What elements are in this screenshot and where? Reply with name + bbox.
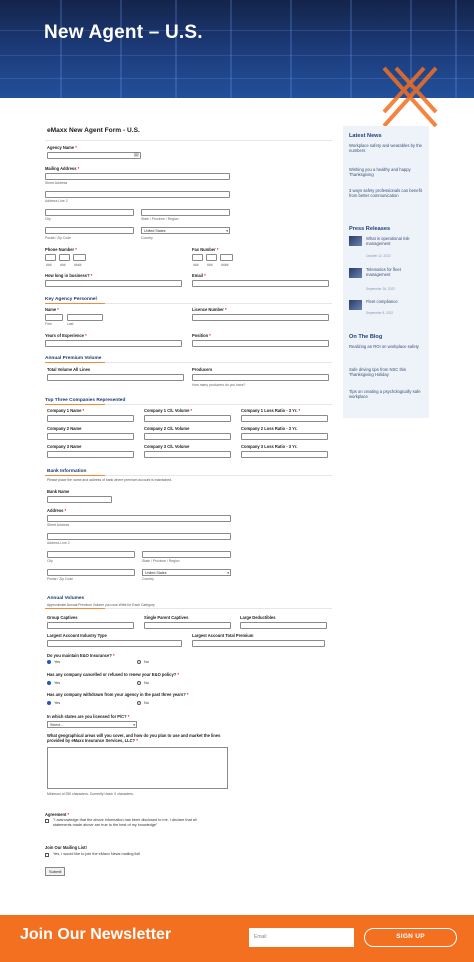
sidebar <box>343 126 429 418</box>
eo-question: Do you maintain E&O Insurance? * <box>47 653 115 658</box>
press-thumbnail[interactable] <box>349 268 362 278</box>
position-input[interactable] <box>192 340 329 347</box>
c1-name-input[interactable] <box>47 415 134 422</box>
c3-name-input[interactable] <box>47 451 134 458</box>
total-lines-input[interactable] <box>47 374 184 381</box>
email-input[interactable] <box>192 280 329 287</box>
agreement-label: Agreement * <box>45 812 70 817</box>
form-title: eMaxx New Agent Form - U.S. <box>47 127 140 134</box>
x-logo-icon <box>378 66 442 128</box>
withdrawn-no-radio[interactable] <box>137 701 141 705</box>
c3-loss-input[interactable] <box>241 451 328 458</box>
state-sublabel: State / Province / Region <box>141 217 179 221</box>
bank-postal-sublabel: Postal / Zip Code <box>47 577 74 581</box>
bank-name-input[interactable] <box>47 496 112 503</box>
largest-account-label: Largest Account Industry Type <box>47 633 107 638</box>
address-line2-input[interactable] <box>45 191 230 198</box>
phone-prefix-sublabel: ### <box>60 263 66 267</box>
c2-vol-label: Company 2 C/L Volume <box>144 426 190 431</box>
producers-input[interactable] <box>192 374 329 381</box>
cancel-yes-label: Yes <box>54 681 61 685</box>
producers-sublabel: How many producers do you have? <box>192 383 246 387</box>
c1-vol-label: Company 1 C/L Volume * <box>144 408 193 413</box>
on-the-blog-heading: On The Blog <box>349 334 383 340</box>
bank-postal-input[interactable] <box>47 569 135 576</box>
news-link[interactable]: Wishing you a healthy and happy Thanksgiving <box>349 167 411 178</box>
total-lines-label: Total Volume All Lines <box>47 367 91 372</box>
press-link[interactable]: What is operational risk management <box>366 236 410 247</box>
bank-city-sublabel: City <box>47 559 53 563</box>
eo-yes-label: Yes <box>54 660 61 664</box>
how-long-label: How long in business? * <box>45 273 93 278</box>
bank-line2-sublabel: Address Line 2 <box>47 541 70 545</box>
withdrawn-question: Has any company withdrawn from your agency in the past three years? * <box>47 692 189 697</box>
eo-no-radio[interactable] <box>137 660 141 664</box>
position-label: Position * <box>192 333 211 338</box>
last-sublabel: Last <box>67 322 74 326</box>
license-label: Licence Number * <box>192 307 227 312</box>
chevron-down-icon: ▾ <box>133 723 135 727</box>
years-exp-label: Years of Experience * <box>45 333 87 338</box>
submit-button[interactable]: Submit <box>45 867 65 876</box>
largest-account-input[interactable] <box>47 640 182 647</box>
press-date: October 12, 2022 <box>366 254 391 258</box>
largest-premium-label: Largest Account Total Premium <box>192 633 254 638</box>
geo-textarea[interactable] <box>47 747 228 789</box>
fax-label: Fax Number * <box>192 247 219 252</box>
c3-name-label: Company 3 Name <box>47 444 82 449</box>
fax-area-input[interactable] <box>192 254 203 261</box>
fax-area-sublabel: ### <box>193 263 199 267</box>
states-select[interactable]: Select... ▾ <box>47 721 137 728</box>
group-captives-label: Group Captives <box>47 615 78 620</box>
press-thumbnail[interactable] <box>349 300 362 310</box>
bank-country-sublabel: Country <box>142 577 154 581</box>
name-label: Name * <box>45 307 59 312</box>
agreement-checkbox[interactable] <box>45 819 49 823</box>
fax-prefix-sublabel: ### <box>207 263 213 267</box>
news-link[interactable]: Workplace safety and wearables by the numbers <box>349 143 423 154</box>
agency-name-label: Agency Name * <box>47 145 77 150</box>
first-sublabel: First <box>45 322 52 326</box>
news-link[interactable]: 3 ways safety professionals can benefit from better communication <box>349 188 422 199</box>
eo-no-label: No <box>144 660 149 664</box>
c1-loss-label: Company 1 Loss Ratio - 3 Yr. * <box>241 408 301 413</box>
mailing-list-checkbox[interactable] <box>45 853 49 857</box>
c1-vol-input[interactable] <box>144 415 231 422</box>
c2-loss-input[interactable] <box>241 433 328 440</box>
newsletter-email-input[interactable]: Email <box>249 928 354 947</box>
bank-state-sublabel: State / Province / Region <box>142 559 180 563</box>
agency-name-input[interactable] <box>47 152 141 159</box>
annual-volumes-heading: Annual Volumes <box>47 596 85 601</box>
bank-info-heading: Bank Information <box>47 469 87 474</box>
press-link[interactable]: Telematics for fleet management <box>366 267 401 278</box>
bank-note: Please place the name and address of bank where premium account is maintained. <box>47 478 173 482</box>
withdrawn-no-label: No <box>144 701 149 705</box>
eo-yes-radio[interactable] <box>47 660 51 664</box>
largest-premium-input[interactable] <box>192 640 325 647</box>
top3-heading: Top Three Companies Represented <box>45 398 126 403</box>
cancel-no-radio[interactable] <box>137 681 141 685</box>
c2-name-label: Company 2 Name <box>47 426 82 431</box>
withdrawn-yes-label: Yes <box>54 701 61 705</box>
blog-link[interactable]: Realizing an ROI on workplace safety <box>349 344 419 349</box>
av-note: Approximate Annual Premium Volume you now Write for Each Category <box>47 603 155 607</box>
mailing-address-label: Mailing Address * <box>45 166 80 171</box>
street-address-input[interactable] <box>45 173 230 180</box>
cancel-no-label: No <box>144 681 149 685</box>
bank-street-sublabel: Street Address <box>47 523 70 527</box>
bank-street-input[interactable] <box>47 515 231 522</box>
last-name-input[interactable] <box>67 314 103 321</box>
years-exp-input[interactable] <box>45 340 182 347</box>
email-label: Email * <box>192 273 206 278</box>
city-input[interactable] <box>45 209 134 216</box>
key-personnel-heading: Key Agency Personnel <box>45 297 97 302</box>
newsletter-title: Join Our Newsletter <box>20 926 172 943</box>
newsletter-footer <box>0 915 474 962</box>
fax-line-sublabel: #### <box>221 263 229 267</box>
street-address-sublabel: Street Address <box>45 181 68 185</box>
bank-city-input[interactable] <box>47 551 135 558</box>
blog-link[interactable]: Safe driving tips from NSC this Thanksgiving Holiday <box>349 367 407 378</box>
country-select[interactable]: United States ▾ <box>141 227 230 234</box>
page-title: New Agent – U.S. <box>44 22 203 43</box>
c1-name-label: Company 1 Name * <box>47 408 85 413</box>
bank-address-label: Address * <box>47 508 67 513</box>
c3-vol-label: Company 3 C/L Volume <box>144 444 190 449</box>
cancel-question: Has any company cancelled or refused to renew your E&O policy? * <box>47 672 179 677</box>
withdrawn-yes-radio[interactable] <box>47 701 51 705</box>
c2-vol-input[interactable] <box>144 433 231 440</box>
press-date: September 8, 2022 <box>366 311 394 315</box>
cancel-yes-radio[interactable] <box>47 681 51 685</box>
first-name-input[interactable] <box>45 314 63 321</box>
country-sublabel: Country <box>141 236 153 240</box>
mailing-list-text: Yes, I would like to join the eMaxx News mailing list! <box>53 852 141 856</box>
chevron-down-icon: ▾ <box>226 229 228 233</box>
phone-line-input[interactable] <box>73 254 86 261</box>
contact-card-icon: ▤ <box>134 152 139 158</box>
bank-country-select[interactable]: United States ▾ <box>142 569 231 576</box>
apv-heading: Annual Premium Volume <box>45 356 102 361</box>
postal-sublabel: Postal / Zip Code <box>45 236 72 240</box>
large-ded-label: Large Deductibles <box>240 615 276 620</box>
chevron-down-icon: ▾ <box>227 571 229 575</box>
single-parent-label: Single Parent Captives <box>144 615 189 620</box>
large-ded-input[interactable] <box>240 622 327 629</box>
city-sublabel: City <box>45 217 51 221</box>
agreement-text: "I acknowledge that the above information has been disclosed to me. I declare that all statements made above are true to the best of my knowledge" <box>53 818 197 827</box>
bank-state-input[interactable] <box>142 551 231 558</box>
address-line2-sublabel: Address Line 2 <box>45 199 68 203</box>
latest-news-heading: Latest News <box>349 133 382 139</box>
how-long-input[interactable] <box>45 280 182 287</box>
mailing-list-label: Join Our Mailing List! <box>45 845 87 850</box>
phone-area-sublabel: ### <box>46 263 52 267</box>
phone-area-input[interactable] <box>45 254 56 261</box>
single-parent-input[interactable] <box>144 622 231 629</box>
c2-name-input[interactable] <box>47 433 134 440</box>
phone-line-sublabel: #### <box>74 263 82 267</box>
producers-label: Producers <box>192 367 213 372</box>
press-releases-heading: Press Releases <box>349 226 391 232</box>
signup-button[interactable]: SIGN UP <box>364 928 457 947</box>
bank-address-line2-input[interactable] <box>47 533 231 540</box>
c1-loss-input[interactable] <box>241 415 328 422</box>
phone-label: Phone Number * <box>45 247 77 252</box>
c3-loss-label: Company 3 Loss Ratio - 3 Yr. <box>241 444 298 449</box>
blog-link[interactable]: Tips on creating a psychologically safe workplace <box>349 389 421 400</box>
fax-line-input[interactable] <box>220 254 233 261</box>
press-link[interactable]: Fleet compliance <box>366 299 398 304</box>
states-question: In which states are you licensed for P/C? * <box>47 714 130 719</box>
phone-prefix-input[interactable] <box>59 254 70 261</box>
press-date: September 26, 2022 <box>366 287 395 291</box>
license-input[interactable] <box>192 314 329 321</box>
postal-input[interactable] <box>45 227 134 234</box>
group-captives-input[interactable] <box>47 622 134 629</box>
state-input[interactable] <box>141 209 230 216</box>
fax-prefix-input[interactable] <box>206 254 217 261</box>
c2-loss-label: Company 2 Loss Ratio - 3 Yr. <box>241 426 298 431</box>
geo-question: What geographical areas will you cover, and how do you plan to use and market the lines provided by eMaxx Insurance Services, LLC? * <box>47 733 221 744</box>
bank-name-label: Bank Name <box>47 489 70 494</box>
char-count-note: Minimum of 250 characters. Currently Used: 0 characters. <box>47 792 134 796</box>
c3-vol-input[interactable] <box>144 451 231 458</box>
press-thumbnail[interactable] <box>349 236 362 246</box>
